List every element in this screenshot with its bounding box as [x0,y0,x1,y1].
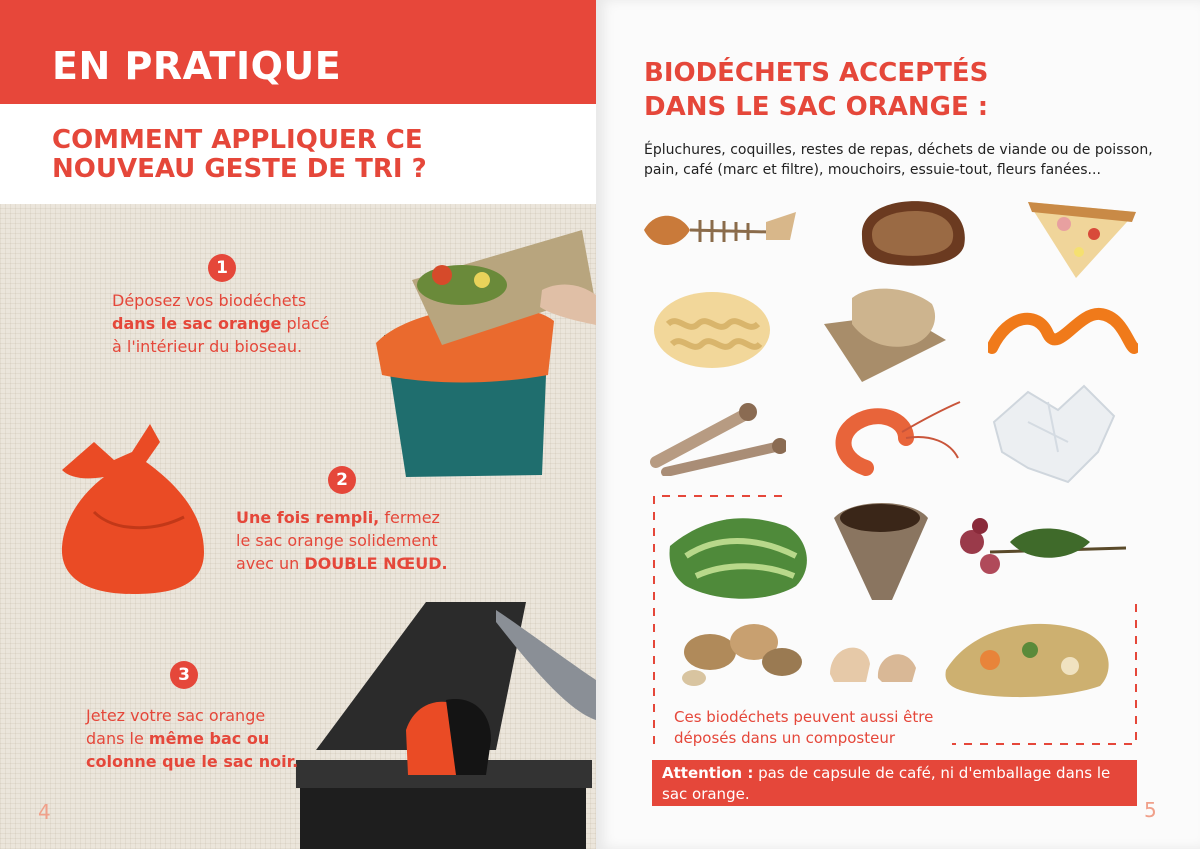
nut-shells-icon [670,612,814,694]
vegetable-peelings-icon [666,506,818,606]
accepted-biowaste-title: BIODÉCHETS ACCEPTÉS DANS LE SAC ORANGE : [644,58,989,122]
wilted-flowers-icon [950,512,1128,594]
attention-box [652,760,1137,806]
bread-icon [858,196,970,270]
attention-text: pas de capsule de café, ni d'emballage dans le sac orange. [662,764,1111,803]
step-3-emphasis: même bac ou [148,729,270,748]
eggshells-icon [826,634,920,684]
accepted-biowaste-intro: Épluchures, coquilles, restes de repas, déchets de viande ou de poisson, pain, café (marc et filtre), mouchoirs, essuie-tout, fleurs fanées... [644,142,1153,178]
step-1-text [112,289,352,358]
step-3-number: 3 [170,661,198,689]
step-3-text [86,704,316,773]
right-page [596,0,1200,849]
step-2-number: 2 [328,466,356,494]
step-3-line-2: dans le [86,729,149,748]
step-1-number: 1 [208,254,236,282]
fish-bones-icon [640,200,800,270]
step-3-emphasis-2: colonne que le sac noir. [86,752,299,771]
paper-towel-icon [822,284,948,384]
step-2-line-2: le sac orange solidement [236,531,438,550]
pasta-icon [648,284,776,374]
bioseau-photo [372,225,596,485]
page-number-right: 5 [1144,798,1157,822]
compost-note: Ces biodéchets peuvent aussi être déposés dans un composteur [674,708,934,747]
step-2-text [236,506,496,575]
step-2-line-3: avec un [236,554,305,573]
step-1-emphasis: dans le sac orange [112,314,282,333]
left-page [0,0,596,849]
page-number-left: 4 [38,800,51,824]
shrimp-icon [826,398,962,478]
bin-photo [296,600,596,849]
step-2-emphasis-2: DOUBLE NŒUD. [304,554,448,573]
step-2-line-1: fermez [379,508,440,527]
page-subtitle: COMMENT APPLIQUER CE NOUVEAU GESTE DE TRI ? [52,125,427,184]
attention-label: Attention : [662,764,754,782]
orange-bag-photo [54,422,212,598]
step-1-line-3: à l'intérieur du bioseau. [112,337,303,356]
page-title: EN PRATIQUE [52,44,342,88]
step-1-line-2: placé [281,314,330,333]
chicken-bones-icon [646,400,786,476]
tissue-icon [988,382,1120,486]
step-3-line-1: Jetez votre sac orange [86,706,266,725]
orange-peel-icon [988,304,1138,356]
coffee-filter-icon [832,498,930,602]
step-2-emphasis: Une fois rempli, [236,508,380,527]
pizza-slice-icon [1024,194,1140,280]
step-1-line-1: Déposez vos biodéchets [112,291,307,310]
food-scraps-icon [940,610,1118,700]
